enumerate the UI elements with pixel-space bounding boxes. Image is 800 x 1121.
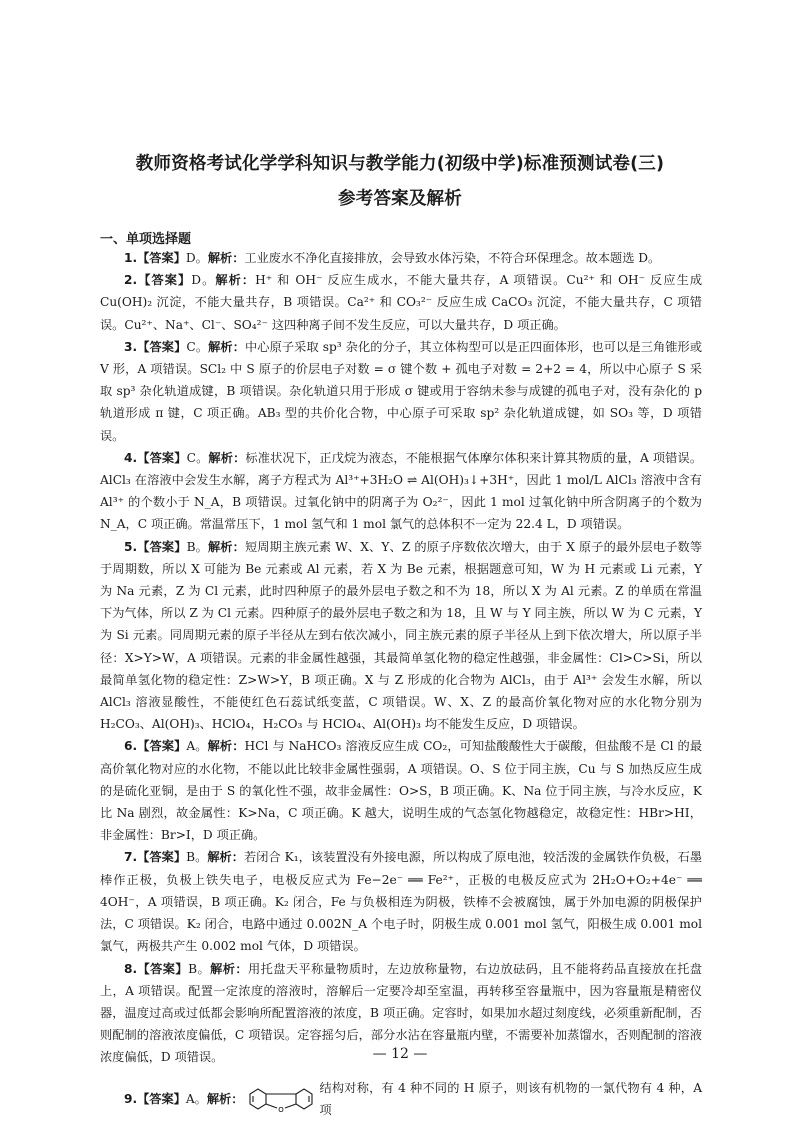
analysis-label: 解析：	[207, 739, 245, 754]
analysis-text: HCl 与 NaHCO₃ 溶液反应生成 CO₂，可知盐酸酸性大于碳酸，但盐酸不是 Cl 的最高价氧化物对应的水化物，不能以此比较非金属性强弱，A 项错误。O、S 位于同主族，Cu 与 S 加热反应生成的是硫化亚铜，是由于 S 的氧化性不强，故非金属性：O>S，B 项正确。K、Na 位于同主族，与冷水反应，K 比 Na 剧烈，故金属性：K>Na，C 项正确。K 越大，说明生成的气态氢化物越稳定，故稳定性：HBr>HI，非金属性：Br>I，D 项正确。	[100, 739, 703, 843]
analysis-label: 解析：	[207, 251, 245, 265]
item-number: 4.	[124, 450, 138, 465]
answer-label: 【答案】	[137, 850, 187, 865]
answer-value: A。	[186, 739, 208, 754]
analysis-text: 工业废水不净化直接排放，会导致水体污染，不符合环保理念。故本题选 D。	[244, 251, 661, 265]
answer-item-3	[100, 336, 702, 447]
answer-value: C。	[186, 339, 209, 354]
answer-label: 【答案】	[137, 251, 186, 265]
answer-value: D。	[191, 273, 216, 288]
answer-item-9	[100, 1077, 702, 1121]
item-number: 7.	[124, 850, 138, 865]
analysis-label: 解析：	[207, 539, 245, 554]
section-heading: 一、单项选择题	[100, 232, 192, 247]
answer-label: 【答案】	[137, 273, 192, 288]
analysis-text: 用托盘天平称量物质时，左边放称量物，右边放砝码，且不能将药品直接放在托盘上，A 项错误。配置一定浓度的溶液时，溶解后一定要冷却至室温，再转移至容量瓶中，因为容量瓶是精密仪器，温度过高或过低都会影响所配置溶液的浓度，B 项正确。定容时，如果加水超过刻度线，必须重新配制，否则配制的溶液浓度偏低，C 项错误。定容摇匀后，部分水沾在容量瓶内壁，不需要补加蒸馏水，否则配制的溶液浓度偏低，D 项错误。	[100, 961, 703, 1065]
item-number: 5.	[124, 539, 138, 554]
analysis-label: 解析：	[215, 273, 256, 288]
answer-value: D。	[185, 251, 208, 265]
analysis-text: 结构对称，有 4 种不同的 H 原子，则该有机物的一氯代物有 4 种，A 项	[319, 1080, 702, 1117]
item-number: 2.	[124, 273, 138, 288]
item-number: 8.	[124, 961, 138, 976]
answer-label: 【答案】	[137, 339, 187, 354]
answer-label: 【答案】	[137, 1091, 186, 1106]
analysis-text: 若闭合 K₁，该装置没有外接电源，所以构成了原电池，较活泼的金属铁作负极，石墨棒作正极，负极上铁失电子，电极反应式为 Fe−2e⁻ ══ Fe²⁺，正极的电极反应式为 2H₂O+O₂+4e⁻ ══ 4OH⁻，A 项错误，B 项正确。K₂ 闭合，Fe 与负极相连为阴极，铁棒不会被腐蚀，属于外加电源的阴极保护法，C 项错误。K₂ 闭合，电路中通过 0.002N_A 个电子时，阴极生成 0.001 mol 氢气，阳极生成 0.001 mol 氯气，两极共产生 0.002 mol 气体，D 项错误。	[100, 850, 703, 954]
analysis-label: 解析：	[206, 1091, 244, 1106]
answer-item-6	[100, 735, 702, 846]
analysis-text: H⁺ 和 OH⁻ 反应生成水，不能大量共存，A 项错误。Cu²⁺ 和 OH⁻ 反应生成 Cu(OH)₂ 沉淀，不能大量共存，B 项错误。Ca²⁺ 和 CO₃²⁻ 反应生成 CaCO₃ 沉淀，不能大量共存，C 项错误。Cu²⁺、Na⁺、Cl⁻、SO₄²⁻ 这四种离子间不发生反应，可以大量共存，D 项正确。	[100, 273, 703, 332]
answer-item-1	[100, 247, 702, 269]
page-number: — 12 —	[372, 1046, 428, 1062]
answer-label: 【答案】	[137, 739, 187, 754]
answer-value: A。	[185, 1091, 207, 1106]
document-title: 教师资格考试化学学科知识与教学能力(初级中学)标准预测试卷(三)	[135, 154, 665, 174]
answer-value: B。	[186, 850, 208, 865]
answer-value: B。	[186, 539, 208, 554]
answer-label: 【答案】	[137, 539, 187, 554]
dibenzofuran-structure-icon	[245, 1084, 317, 1114]
item-number: 6.	[124, 739, 138, 754]
analysis-label: 解析：	[210, 961, 248, 976]
analysis-text: 短周期主族元素 W、X、Y、Z 的原子序数依次增大，由于 X 原子的最外层电子数等于周期数，所以 X 可能为 Be 元素或 Al 元素，若 X 为 Be 元素，根据题意可知，W 为 H 元素或 Li 元素，Y 为 Na 元素，Z 为 Cl 元素，此时四种原子的最外层电子数之和不为 18，所以 X 为 Al 元素。Z 的单质在常温下为气体，所以 Z 为 Cl 元素。四种原子的最外层电子数之和为 18，且 W 与 Y 同主族，所以 W 为 C 元素，Y 为 Si 元素。同周期元素的原子半径从左到右依次减小，同主族元素的原子半径从上到下依次增大，所以原子半径：X>Y>W，A 项错误。元素的非金属性越强，其最简单氢化物的稳定性越强，非金属性：Cl>C>Si，所以最简单氢化物的稳定性：Z>W>Y，B 项正确。X 与 Z 形成的化合物为 AlCl₃，由于 Al³⁺ 会发生水解，所以 AlCl₃ 溶液显酸性，不能使红色石蕊试纸变蓝，C 项错误。W、X、Z 的最高价氧化物对应的水化物分别为 H₂CO₃、Al(OH)₃、HClO₄，H₂CO₃ 与 HClO₄、Al(OH)₃ 均不能发生反应，D 项错误。	[100, 539, 703, 732]
answer-list	[100, 247, 702, 1121]
analysis-text: 中心原子采取 sp³ 杂化的分子，其立体构型可以是正四面体形，也可以是三角锥形或 V 形，A 项错误。SCl₂ 中 S 原子的价层电子对数 = σ 键个数 + 孤电子对数 = 2+2 = 4，所以中心原子 S 采取 sp³ 杂化轨道成键，B 项错误。杂化轨道只用于形成 σ 键或用于容纳未参与成键的孤电子对，没有杂化的 p 轨道形成 π 键，C 项正确。AB₃ 型的共价化合物，中心原子可采取 sp² 杂化轨道成键，如 SO₃ 等，D 项错误。	[100, 339, 703, 443]
answer-value: C。	[186, 450, 209, 465]
svg-text:O: O	[278, 1105, 285, 1114]
answer-item-4	[100, 447, 702, 536]
answer-value: B。	[188, 961, 211, 976]
analysis-label: 解析：	[207, 850, 244, 865]
item-number: 3.	[124, 339, 138, 354]
analysis-text: 标准状况下，正戊烷为液态，不能根据气体摩尔体积来计算其物质的量，A 项错误。AlCl₃ 在溶液中会发生水解，离子方程式为 Al³⁺+3H₂O ⇌ Al(OH)₃↓+3H⁺，因此 1 mol/L AlCl₃ 溶液中含有 Al³⁺ 的个数小于 N_A，B 项错误。过氧化钠中的阴离子为 O₂²⁻，因此 1 mol 过氧化钠中所含阴离子的个数为 N_A，C 项正确。常温常压下，1 mol 氢气和 1 mol 氯气的总体积不一定为 22.4 L，D 项错误。	[100, 450, 703, 532]
answer-item-7	[100, 846, 702, 957]
document-subtitle: 参考答案及解析	[338, 189, 462, 209]
item-number: 9.	[124, 1091, 138, 1106]
answer-label: 【答案】	[137, 961, 189, 976]
analysis-label: 解析：	[208, 339, 246, 354]
answer-item-5	[100, 536, 702, 736]
analysis-label: 解析：	[208, 450, 246, 465]
answer-label: 【答案】	[137, 450, 187, 465]
answer-item-2	[100, 269, 702, 336]
item-number: 1.	[124, 251, 138, 265]
